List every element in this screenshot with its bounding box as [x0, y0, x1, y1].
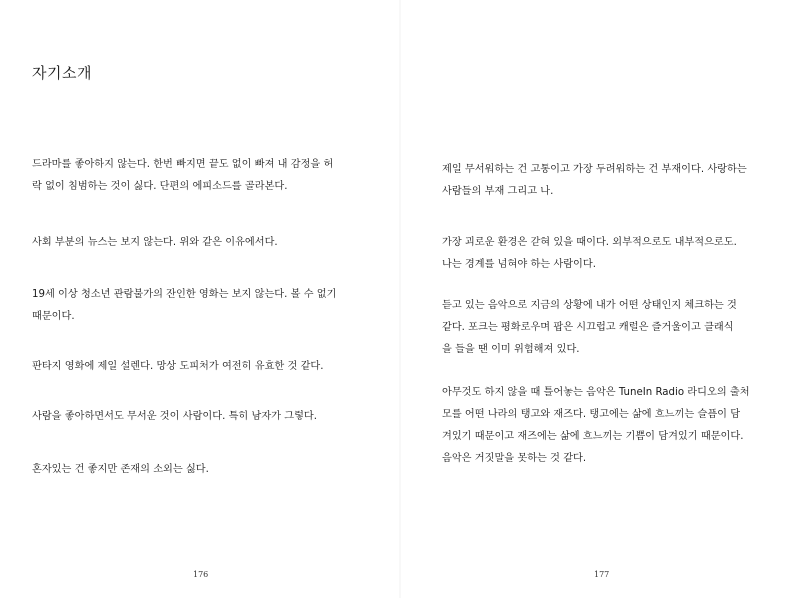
paragraph: 혼자있는 건 좋지만 존재의 소외는 싫다.	[32, 464, 209, 475]
page-number: 177	[594, 570, 610, 579]
chapter-title: 자기소개	[32, 64, 92, 82]
paragraph: 판타지 영화에 제일 설렌다. 망상 도피처가 여전히 유효한 것 같다.	[32, 361, 324, 372]
paragraph: 가장 괴로운 환경은 갇혀 있을 때이다. 외부적으로도 내부적으로도. 나는 경계를 넘혀야 하는 사람이다.	[442, 237, 737, 270]
paragraph: 사회 부분의 뉴스는 보지 않는다. 위와 같은 이유에서다.	[32, 237, 278, 248]
right-page	[400, 0, 800, 598]
paragraph: 아무것도 하지 않을 때 틀어놓는 음악은 TuneIn Radio 라디오의 출처 모를 어떤 나라의 탱고와 재즈다. 탱고에는 삶에 흐느끼는 슬픔이 담 겨있기 때문이고 재즈에는 삶에 흐느끼는 기쁨이 담겨있기 때문이다. 음악은 거짓말을 못하는 것 같다.	[442, 387, 750, 464]
paragraph: 제일 무서워하는 건 고통이고 가장 두려워하는 건 부재이다. 사랑하는 사람들의 부재 그리고 나.	[442, 164, 747, 197]
page-number: 176	[193, 570, 209, 579]
paragraph: 19세 이상 청소년 관람불가의 잔인한 영화는 보지 않는다. 볼 수 없기 때문이다.	[32, 289, 337, 322]
paragraph: 듣고 있는 음악으로 지금의 상황에 내가 어떤 상태인지 체크하는 것 같다. 포크는 평화로우며 팝은 시끄럽고 캐럴은 즐거울이고 클래식 을 들을 땐 이미 위험해져 있다.	[442, 300, 737, 355]
paragraph: 드라마를 좋아하지 않는다. 한번 빠지면 끝도 없이 빠져 내 감정을 허 락 없이 침범하는 것이 싫다. 단편의 에피소드를 골라본다.	[32, 159, 334, 192]
paragraph: 사람을 좋아하면서도 무서운 것이 사람이다. 특히 남자가 그렇다.	[32, 411, 318, 422]
